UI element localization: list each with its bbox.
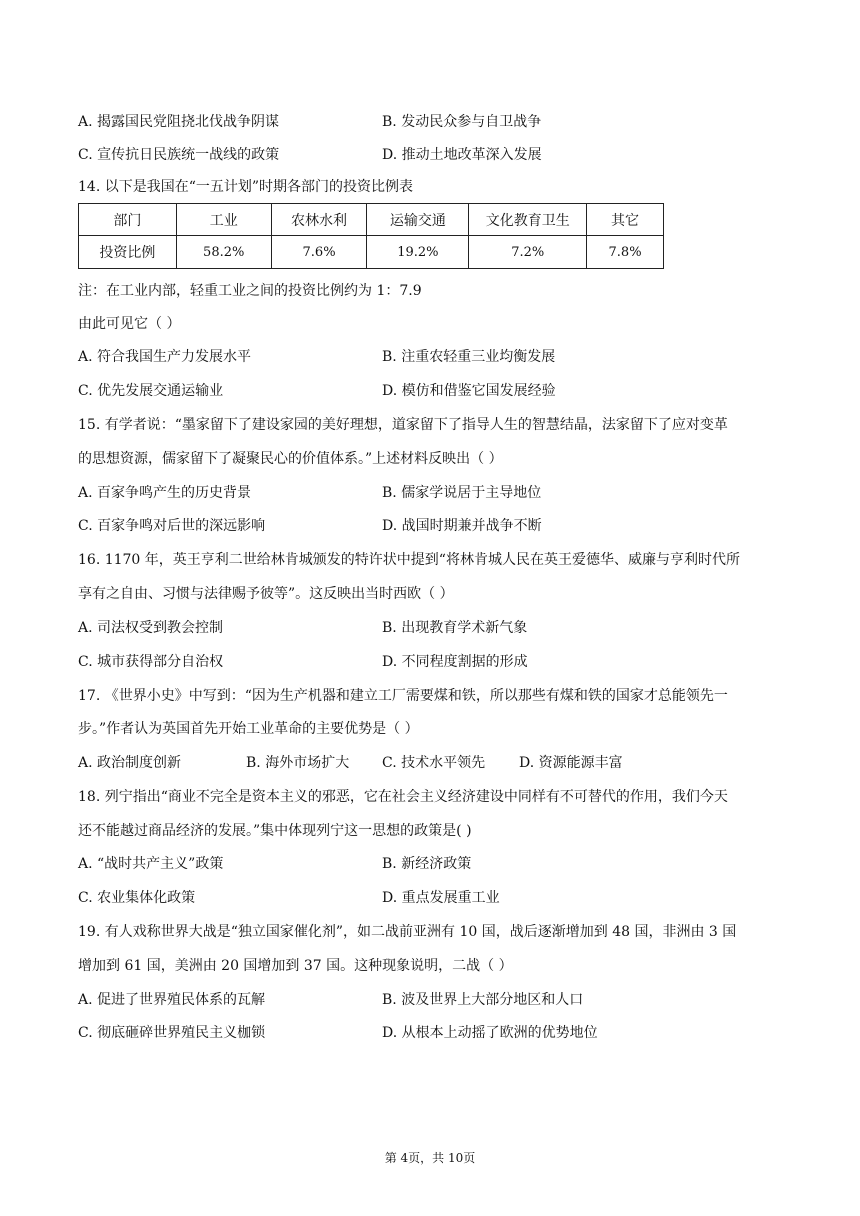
q19-option-c: C. 彻底砸碎世界殖民主义枷锁 <box>78 1025 266 1041</box>
q15-stem-line1: 15. 有学者说：“墨家留下了建设家园的美好理想，道家留下了指导人生的智慧结晶，法家留下了应对变革 <box>78 417 728 433</box>
q13-options-row1 <box>78 112 782 132</box>
q14-option-d: D. 模仿和借鉴它国发展经验 <box>382 383 556 399</box>
q16-options-row1 <box>78 618 782 638</box>
q13-options-row2 <box>78 145 782 165</box>
q18-stem-line2: 还不能越过商品经济的发展。”集中体现列宁这一思想的政策是( ) <box>78 823 472 839</box>
q16-option-d: D. 不同程度割据的形成 <box>382 654 528 670</box>
table-header-cell: 工业 <box>176 204 271 236</box>
q14-ask: 由此可见它（ ） <box>78 316 181 332</box>
q14-stem: 14. 以下是我国在“一五计划”时期各部门的投资比例表 <box>78 179 414 195</box>
q15-stem-line2: 的思想资源，儒家留下了凝聚民心的价值体系。”上述材料反映出（ ） <box>78 451 503 467</box>
q15-options-row1 <box>78 483 782 503</box>
q15-options-row2 <box>78 516 782 536</box>
q16-option-c: C. 城市获得部分自治权 <box>78 654 224 670</box>
q18-option-d: D. 重点发展重工业 <box>382 890 500 906</box>
q16-option-a: A. 司法权受到教会控制 <box>78 620 224 636</box>
table-cell: 19.2% <box>367 236 469 269</box>
q17-options-row <box>78 753 782 773</box>
q17-stem-line1: 17. 《世界小史》中写到：“因为生产机器和建立工厂需要煤和铁，所以那些有煤和铁的国家才总能领先一 <box>78 688 728 704</box>
q17-option-d: D. 资源能源丰富 <box>519 755 623 771</box>
q15-option-d: D. 战国时期兼并战争不断 <box>382 518 542 534</box>
q14-options-row2 <box>78 381 782 401</box>
q13-option-c: C. 宣传抗日民族统一战线的政策 <box>78 147 280 163</box>
q18-stem-line1: 18. 列宁指出“商业不完全是资本主义的邪恶，它在社会主义经济建设中同样有不可替代的作用，我们今天 <box>78 789 728 805</box>
q16-stem-line2: 享有之自由、习惯与法律赐予彼等”。这反映出当时西欧（ ） <box>78 586 454 602</box>
q13-option-d: D. 推动土地改革深入发展 <box>382 147 542 163</box>
table-header-cell: 农林水利 <box>271 204 367 236</box>
q16-option-b: B. 出现教育学术新气象 <box>382 620 528 636</box>
q19-option-a: A. 促进了世界殖民体系的瓦解 <box>78 992 266 1008</box>
q19-stem-line1: 19. 有人戏称世界大战是“独立国家催化剂”，如二战前亚洲有 10 国，战后逐渐增加到 48 国，非洲由 3 国 <box>78 924 737 940</box>
q14-option-c: C. 优先发展交通运输业 <box>78 383 224 399</box>
q13-option-a: A. 揭露国民党阻挠北伐战争阴谋 <box>78 114 280 130</box>
table-header-cell: 其它 <box>587 204 664 236</box>
table-cell: 58.2% <box>176 236 271 269</box>
table-cell: 7.2% <box>469 236 587 269</box>
q19-stem-line2: 增加到 61 国，美洲由 20 国增加到 37 国。这种现象说明，二战（ ） <box>78 958 513 974</box>
q17-option-b: B. 海外市场扩大 <box>246 755 350 771</box>
q17-option-a: A. 政治制度创新 <box>78 755 182 771</box>
table-cell: 7.8% <box>587 236 664 269</box>
q19-option-b: B. 波及世界上大部分地区和人口 <box>382 992 584 1008</box>
q15-option-c: C. 百家争鸣对后世的深远影响 <box>78 518 266 534</box>
table-header-row <box>79 204 664 236</box>
q15-option-b: B. 儒家学说居于主导地位 <box>382 485 542 501</box>
table-row <box>79 236 664 269</box>
q19-option-d: D. 从根本上动摇了欧洲的优势地位 <box>382 1025 598 1041</box>
q18-options-row2 <box>78 888 782 908</box>
q18-option-a: A. “战时共产主义”政策 <box>78 856 224 872</box>
investment-table <box>78 203 664 269</box>
page-number: 第 4页，共 10页 <box>384 1151 476 1165</box>
q14-note: 注：在工业内部，轻重工业之间的投资比例约为 1：7.9 <box>78 283 422 299</box>
q14-option-a: A. 符合我国生产力发展水平 <box>78 349 252 365</box>
q17-option-c: C. 技术水平领先 <box>382 755 486 771</box>
q18-option-c: C. 农业集体化政策 <box>78 890 196 906</box>
q14-options-row1 <box>78 347 782 367</box>
table-cell: 投资比例 <box>79 236 177 269</box>
q18-option-b: B. 新经济政策 <box>382 856 472 872</box>
q13-option-b: B. 发动民众参与自卫战争 <box>382 114 542 130</box>
q18-options-row1 <box>78 854 782 874</box>
table-header-cell: 文化教育卫生 <box>469 204 587 236</box>
q14-option-b: B. 注重农轻重三业均衡发展 <box>382 349 556 365</box>
table-header-cell: 部门 <box>79 204 177 236</box>
q19-options-row2 <box>78 1023 782 1043</box>
q19-options-row1 <box>78 990 782 1010</box>
table-cell: 7.6% <box>271 236 367 269</box>
q15-option-a: A. 百家争鸣产生的历史背景 <box>78 485 252 501</box>
table-header-cell: 运输交通 <box>367 204 469 236</box>
q16-options-row2 <box>78 652 782 672</box>
q16-stem-line1: 16. 1170 年，英王亨利二世给林肯城颁发的特许状中提到“将林肯城人民在英王爱德华、威廉与亨利时代所 <box>78 552 740 568</box>
q17-stem-line2: 步。”作者认为英国首先开始工业革命的主要优势是（ ） <box>78 721 419 737</box>
